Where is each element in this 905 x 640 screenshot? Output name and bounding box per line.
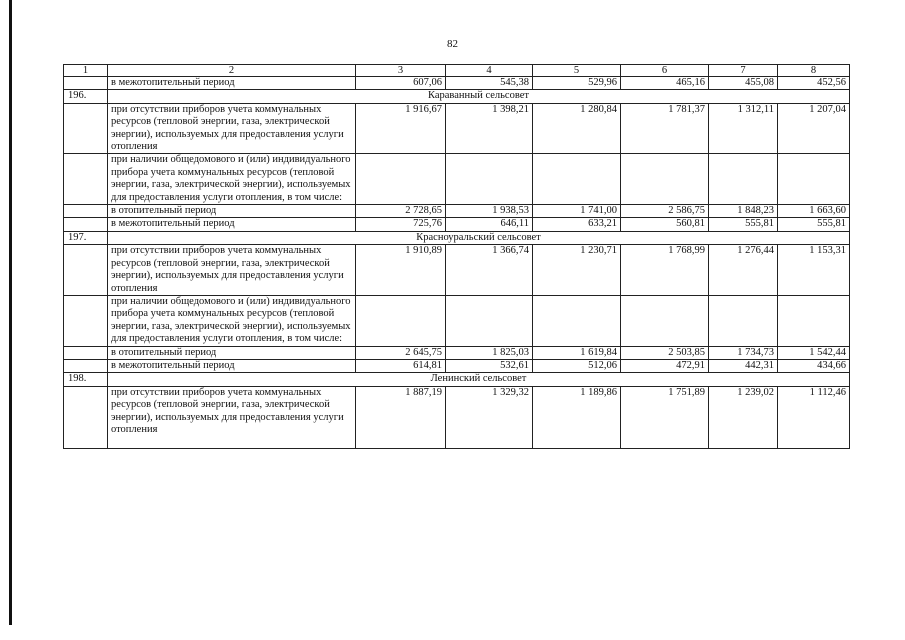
value-cell: 1 781,37	[621, 103, 709, 154]
value-cell	[533, 154, 621, 205]
scan-edge-line	[9, 0, 12, 625]
value-cell: 1 910,89	[356, 245, 446, 296]
value-cell: 1 542,44	[778, 346, 850, 359]
section-number: 198.	[64, 373, 108, 386]
section-row	[64, 90, 850, 103]
value-cell: 1 751,89	[621, 386, 709, 448]
header-cell: 4	[446, 65, 533, 77]
value-cell	[446, 154, 533, 205]
label-cell: в отопительный период	[108, 205, 356, 218]
header-cell: 1	[64, 65, 108, 77]
value-cell: 2 586,75	[621, 205, 709, 218]
table-row	[64, 103, 850, 154]
table-row	[64, 205, 850, 218]
value-cell: 1 153,31	[778, 245, 850, 296]
value-cell: 2 645,75	[356, 346, 446, 359]
num-cell	[64, 154, 108, 205]
value-cell: 455,08	[709, 77, 778, 90]
table-row	[64, 218, 850, 231]
label-cell: в межотопительный период	[108, 77, 356, 90]
section-title: Красноуральский сельсовет	[108, 231, 850, 244]
value-cell: 607,06	[356, 77, 446, 90]
header-cell: 6	[621, 65, 709, 77]
value-cell	[778, 154, 850, 205]
value-cell: 1 329,32	[446, 386, 533, 448]
value-cell: 532,61	[446, 359, 533, 372]
value-cell: 1 938,53	[446, 205, 533, 218]
label-cell: при отсутствии приборов учета коммунальных ресурсов (тепловой энергии, газа, электрической энергии), используемых для предоставления услуги отопления	[108, 103, 356, 154]
value-cell: 1 741,00	[533, 205, 621, 218]
value-cell	[621, 154, 709, 205]
value-cell: 2 728,65	[356, 205, 446, 218]
value-cell: 1 366,74	[446, 245, 533, 296]
value-cell: 560,81	[621, 218, 709, 231]
label-cell: в отопительный период	[108, 346, 356, 359]
header-cell: 3	[356, 65, 446, 77]
value-cell: 442,31	[709, 359, 778, 372]
label-cell: при отсутствии приборов учета коммунальных ресурсов (тепловой энергии, газа, электрической энергии), используемых для предоставления услуги отопления	[108, 386, 356, 448]
tariff-table	[63, 64, 850, 449]
label-cell: в межотопительный период	[108, 218, 356, 231]
value-cell	[709, 154, 778, 205]
section-title: Караванный сельсовет	[108, 90, 850, 103]
value-cell: 1 734,73	[709, 346, 778, 359]
value-cell: 512,06	[533, 359, 621, 372]
value-cell: 1 663,60	[778, 205, 850, 218]
value-cell: 1 768,99	[621, 245, 709, 296]
value-cell	[533, 295, 621, 346]
value-cell: 472,91	[621, 359, 709, 372]
table-row	[64, 154, 850, 205]
header-cell: 8	[778, 65, 850, 77]
section-title: Ленинский сельсовет	[108, 373, 850, 386]
label-cell: в межотопительный период	[108, 359, 356, 372]
value-cell: 1 916,67	[356, 103, 446, 154]
section-row	[64, 373, 850, 386]
value-cell: 1 848,23	[709, 205, 778, 218]
table-row	[64, 245, 850, 296]
value-cell	[356, 154, 446, 205]
num-cell	[64, 359, 108, 372]
header-cell: 5	[533, 65, 621, 77]
value-cell: 1 112,46	[778, 386, 850, 448]
value-cell	[356, 295, 446, 346]
num-cell	[64, 205, 108, 218]
value-cell: 2 503,85	[621, 346, 709, 359]
value-cell: 545,38	[446, 77, 533, 90]
label-cell: при наличии общедомового и (или) индивидуального прибора учета коммунальных ресурсов (тепловой энергии, газа, электрической энергии), используемых для предоставления услуги отопления, в том числе:	[108, 154, 356, 205]
num-cell	[64, 386, 108, 448]
value-cell: 1 312,11	[709, 103, 778, 154]
label-cell: при наличии общедомового и (или) индивидуального прибора учета коммунальных ресурсов (тепловой энергии, газа, электрической энергии), используемых для предоставления услуги отопления, в том числе:	[108, 295, 356, 346]
value-cell	[709, 295, 778, 346]
label-cell: при отсутствии приборов учета коммунальных ресурсов (тепловой энергии, газа, электрической энергии), используемых для предоставления услуги отопления	[108, 245, 356, 296]
value-cell: 646,11	[446, 218, 533, 231]
value-cell: 555,81	[778, 218, 850, 231]
section-row	[64, 231, 850, 244]
value-cell: 725,76	[356, 218, 446, 231]
value-cell: 1 825,03	[446, 346, 533, 359]
value-cell	[446, 295, 533, 346]
header-row	[64, 65, 850, 77]
value-cell: 555,81	[709, 218, 778, 231]
value-cell: 1 230,71	[533, 245, 621, 296]
header-cell: 7	[709, 65, 778, 77]
value-cell: 465,16	[621, 77, 709, 90]
header-cell: 2	[108, 65, 356, 77]
section-number: 197.	[64, 231, 108, 244]
table-row	[64, 295, 850, 346]
value-cell: 1 276,44	[709, 245, 778, 296]
value-cell	[621, 295, 709, 346]
num-cell	[64, 103, 108, 154]
value-cell: 1 887,19	[356, 386, 446, 448]
value-cell: 1 619,84	[533, 346, 621, 359]
value-cell: 434,66	[778, 359, 850, 372]
value-cell: 529,96	[533, 77, 621, 90]
table-row	[64, 386, 850, 448]
value-cell: 1 280,84	[533, 103, 621, 154]
num-cell	[64, 346, 108, 359]
value-cell: 1 207,04	[778, 103, 850, 154]
value-cell: 1 239,02	[709, 386, 778, 448]
table-row	[64, 77, 850, 90]
value-cell: 1 398,21	[446, 103, 533, 154]
value-cell: 452,56	[778, 77, 850, 90]
value-cell: 614,81	[356, 359, 446, 372]
value-cell: 633,21	[533, 218, 621, 231]
num-cell	[64, 245, 108, 296]
section-number: 196.	[64, 90, 108, 103]
num-cell	[64, 218, 108, 231]
table-row	[64, 359, 850, 372]
page-number: 82	[447, 38, 458, 50]
table-row	[64, 346, 850, 359]
value-cell: 1 189,86	[533, 386, 621, 448]
value-cell	[778, 295, 850, 346]
num-cell	[64, 295, 108, 346]
num-cell	[64, 77, 108, 90]
